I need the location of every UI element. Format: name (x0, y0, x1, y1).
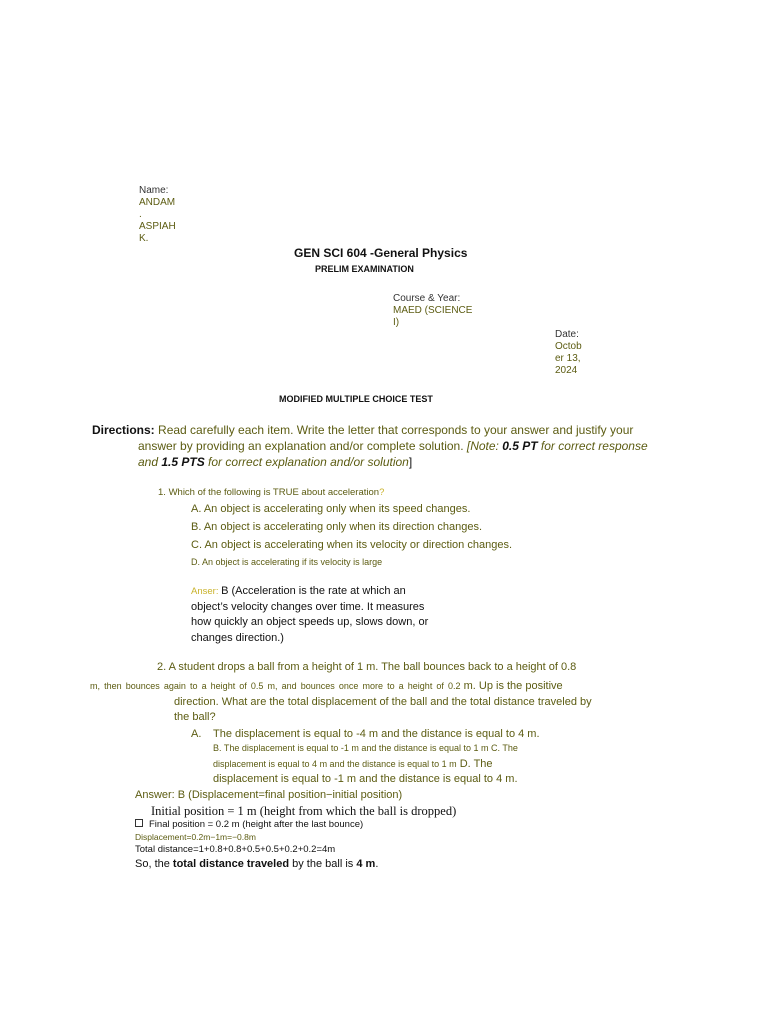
q2-line-4: the ball? (174, 711, 216, 723)
points-response: 0.5 PT (502, 439, 538, 453)
course-value-1: MAED (SCIENCE (393, 305, 473, 316)
checkbox-icon (135, 819, 143, 827)
q2-conclusion-end: . (375, 858, 379, 870)
note-close: ] (408, 455, 413, 469)
q1-answer (191, 584, 428, 646)
directions-text-2: answer by providing an explanation and/or complete solution. (138, 439, 467, 453)
directions-line-2 (138, 439, 648, 453)
q1-prompt-mark: ? (379, 487, 385, 498)
q2-line-2 (90, 680, 563, 692)
date-value-2: er 13, (555, 353, 581, 364)
name-value-1: ANDAM (139, 197, 176, 208)
date-value-3: 2024 (555, 365, 578, 376)
q1-answer-line-3: how quickly an object speeds up, slows down, or (191, 616, 429, 628)
q1-option-d: D. An object is accelerating if its velocity is large (191, 557, 383, 567)
q2-final-position (135, 819, 363, 830)
page-title: GEN SCI 604 -General Physics (294, 246, 468, 260)
q1-prompt-text: Which of the following is TRUE about acceleration (168, 487, 380, 498)
q2-displacement: Displacement=0.2m−1m=−0.8m (135, 832, 256, 842)
section-title: MODIFIED MULTIPLE CHOICE TEST (279, 394, 433, 404)
name-value-3: ASPIAH (139, 221, 176, 232)
directions-label: Directions: (92, 423, 155, 437)
note-open: [Note: (466, 439, 503, 453)
q1-option-b: B. An object is accelerating only when its direction changes. (191, 521, 483, 533)
q2-line-3: direction. What are the total displacement of the ball and the total distance traveled by (174, 696, 592, 708)
q2-option-c (213, 758, 493, 770)
q2-line-1 (157, 661, 576, 673)
date-label: Date: (555, 329, 579, 340)
name-value-2: . (139, 209, 142, 220)
q1-answer-line-1: B (Acceleration is the rate at which an (221, 585, 406, 597)
q2-conclusion-pre: So, the (135, 858, 173, 870)
q2-conclusion-bold: total distance traveled (172, 858, 290, 870)
q2-conclusion (135, 858, 378, 870)
directions-line-3 (138, 455, 412, 469)
q2-number: 2. (157, 661, 169, 673)
q2-option-d: displacement is equal to -1 m and the distance is equal to 4 m. (213, 773, 518, 785)
note-and: and (138, 455, 162, 469)
q2-final-position-text: Final position = 0.2 m (height after the last bounce) (149, 819, 364, 830)
date-value-1: Octob (555, 341, 582, 352)
directions-line-1 (92, 423, 633, 437)
q2-option-b: B. The displacement is equal to -1 m and the distance is equal to 1 m C. The (213, 743, 518, 753)
date-block (555, 329, 582, 377)
q1-answer-label: Anser: (191, 586, 222, 597)
page-subtitle: PRELIM EXAMINATION (315, 264, 414, 274)
q1-answer-line-4: changes direction.) (191, 631, 284, 644)
note-end: for correct explanation and/or solution (204, 455, 409, 469)
q2-option-a-letter: A. (191, 728, 202, 740)
q2-conclusion-mid: by the ball is (289, 858, 357, 870)
q2-text-1: A student drops a ball from a height of 1 m. The ball bounces back to a height of 0.8 (168, 661, 577, 673)
course-value-2: I) (393, 317, 400, 328)
q1-option-a: A. An object is accelerating only when its speed changes. (191, 503, 471, 515)
q1-prompt (158, 487, 384, 498)
q2-answer: Answer: B (Displacement=final position−initial position) (135, 789, 403, 801)
name-label: Name: (139, 185, 169, 196)
name-block (139, 185, 176, 245)
q2-total-distance: Total distance=1+0.8+0.8+0.5+0.5+0.2+0.2=4m (135, 844, 336, 855)
note-mid: for correct response (537, 439, 648, 453)
q2-option-c-text: displacement is equal to 4 m and the distance is equal to 1 m (213, 759, 457, 769)
q2-initial-position: Initial position = 1 m (height from which the ball is dropped) (151, 804, 457, 818)
q2-conclusion-value: 4 m (356, 858, 376, 870)
points-explanation: 1.5 PTS (161, 455, 205, 469)
q2-option-d-start: D. The (456, 758, 493, 770)
course-label: Course & Year: (393, 293, 461, 304)
q2-text-2b: m. Up is the positive (460, 680, 563, 692)
q2-option-a: The displacement is equal to -4 m and the distance is equal to 4 m. (213, 728, 540, 740)
name-value-4: K. (139, 233, 149, 244)
q1-answer-line-2: object’s velocity changes over time. It measures (191, 600, 425, 613)
q2-text-2a: m, then bounces again to a height of 0.5 m, and bounces once more to a height of 0.2 (90, 681, 461, 691)
directions-text-1: Read carefully each item. Write the letter that corresponds to your answer and justify your (154, 423, 634, 437)
q1-option-c: C. An object is accelerating when its velocity or direction changes. (191, 539, 512, 551)
q1-number: 1. (158, 487, 169, 498)
course-block (393, 293, 472, 329)
